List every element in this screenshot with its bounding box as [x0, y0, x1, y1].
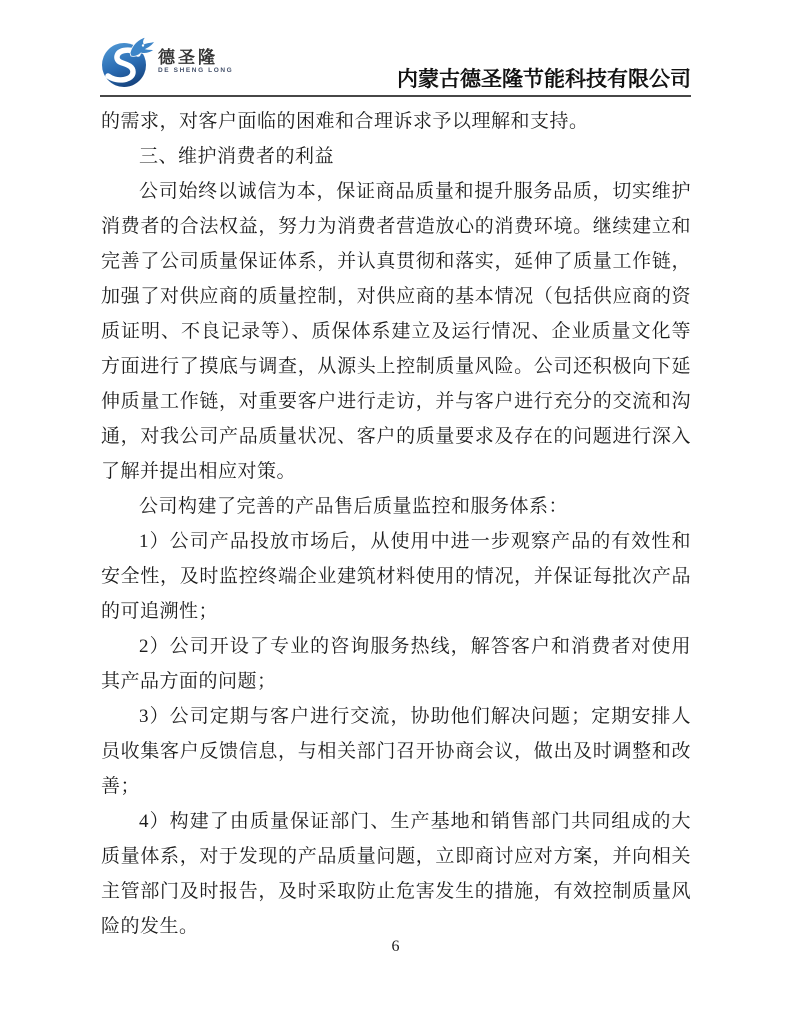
page-number: 6	[391, 938, 400, 955]
list-item-2: 2）公司开设了专业的咨询服务热线，解答客户和消费者对使用其产品方面的问题；	[101, 636, 691, 692]
company-name: 内蒙古德圣隆节能科技有限公司	[397, 67, 691, 91]
company-logo	[100, 33, 233, 91]
document-body	[101, 104, 691, 944]
brand-name-cn: 德圣隆	[158, 48, 218, 68]
brand-name-en: DE SHENG LONG	[158, 67, 234, 75]
list-item-4: 4）构建了由质量保证部门、生产基地和销售部门共同组成的大质量体系，对于发现的产品质量问题，立即商讨应对方案，并向相关主管部门及时报告，及时采取防止危害发生的措施，有效控制质量风险的发生。	[101, 811, 691, 937]
list-item-3: 3）公司定期与客户进行交流，协助他们解决问题；定期安排人员收集客户反馈信息，与相关部门召开协商会议，做出及时调整和改善；	[101, 706, 691, 797]
section-heading: 三、维护消费者的利益	[139, 146, 335, 167]
paragraph: 公司构建了完善的产品售后质量监控和服务体系：	[139, 496, 569, 517]
paragraph-continuation: 的需求，对客户面临的困难和合理诉求予以理解和支持。	[101, 111, 589, 132]
logo-text-block	[158, 49, 233, 75]
paragraph: 公司始终以诚信为本，保证商品质量和提升服务品质，切实维护消费者的合法权益，努力为消费者营造放心的消费环境。继续建立和完善了公司质量保证体系，并认真贯彻和落实，延伸了质量工作链，加强了对供应商的质量控制，对供应商的基本情况（包括供应商的资质证明、不良记录等）、质保体系建立及运行情况、企业质量文化等方面进行了摸底与调查，从源头上控制质量风险。公司还积极向下延伸质量工作链，对重要客户进行走访，并与客户进行充分的交流和沟通，对我公司产品质量状况、客户的质量要求及存在的问题进行深入了解并提出相应对策。	[101, 181, 691, 482]
list-item-1: 1）公司产品投放市场后，从使用中进一步观察产品的有效性和安全性，及时监控终端企业建筑材料使用的情况，并保证每批次产品的可追溯性；	[101, 531, 691, 622]
dragon-logo-icon	[100, 33, 156, 91]
page-footer	[0, 938, 791, 956]
page-header	[100, 0, 691, 97]
